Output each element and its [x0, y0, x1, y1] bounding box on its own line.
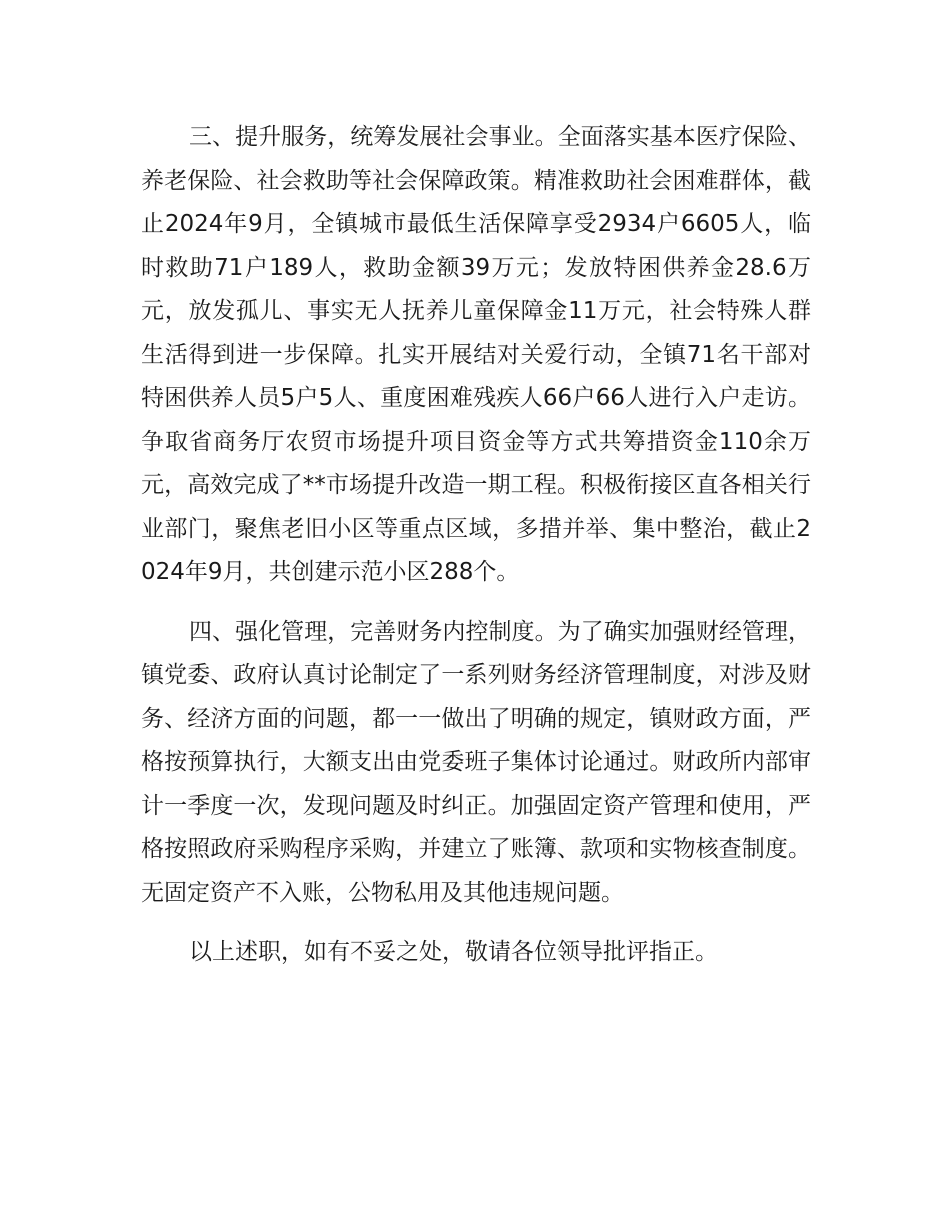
paragraph-service: 三、提升服务，统筹发展社会事业。全面落实基本医疗保险、养老保险、社会救助等社会保障政策。精准救助社会困难群体，截止2024年9月，全镇城市最低生活保障享受2934户6605人，临时救助71户189人，救助金额39万元；发放特困供养金28.6万元，放发孤儿、事实无人抚养儿童保障金11万元，社会特殊人群生活得到进一步保障。扎实开展结对关爱行动，全镇71名干部对特困供养人员5户5人、重度困难残疾人66户66人进行入户走访。争取省商务厅农贸市场提升项目资金等方式共筹措资金110余万元，高效完成了**市场提升改造一期工程。积极衔接区直各相关行业部门，聚焦老旧小区等重点区域，多措并举、集中整治，截止2024年9月，共创建示范小区288个。 [141, 124, 811, 585]
paragraph-closing: 以上述职，如有不妥之处，敬请各位领导批评指正。 [189, 939, 718, 965]
document-body [141, 116, 811, 991]
paragraph-management: 四、强化管理，完善财务内控制度。为了确实加强财经管理，镇党委、政府认真讨论制定了一系列财务经济管理制度，对涉及财务、经济方面的问题，都一一做出了明确的规定，镇财政方面，严格按预算执行，大额支出由党委班子集体讨论通过。财政所内部审计一季度一次，发现问题及时纠正。加强固定资产管理和使用，严格按照政府采购程序采购，并建立了账簿、款项和实物核查制度。无固定资产不入账，公物私用及其他违规问题。 [141, 618, 811, 906]
